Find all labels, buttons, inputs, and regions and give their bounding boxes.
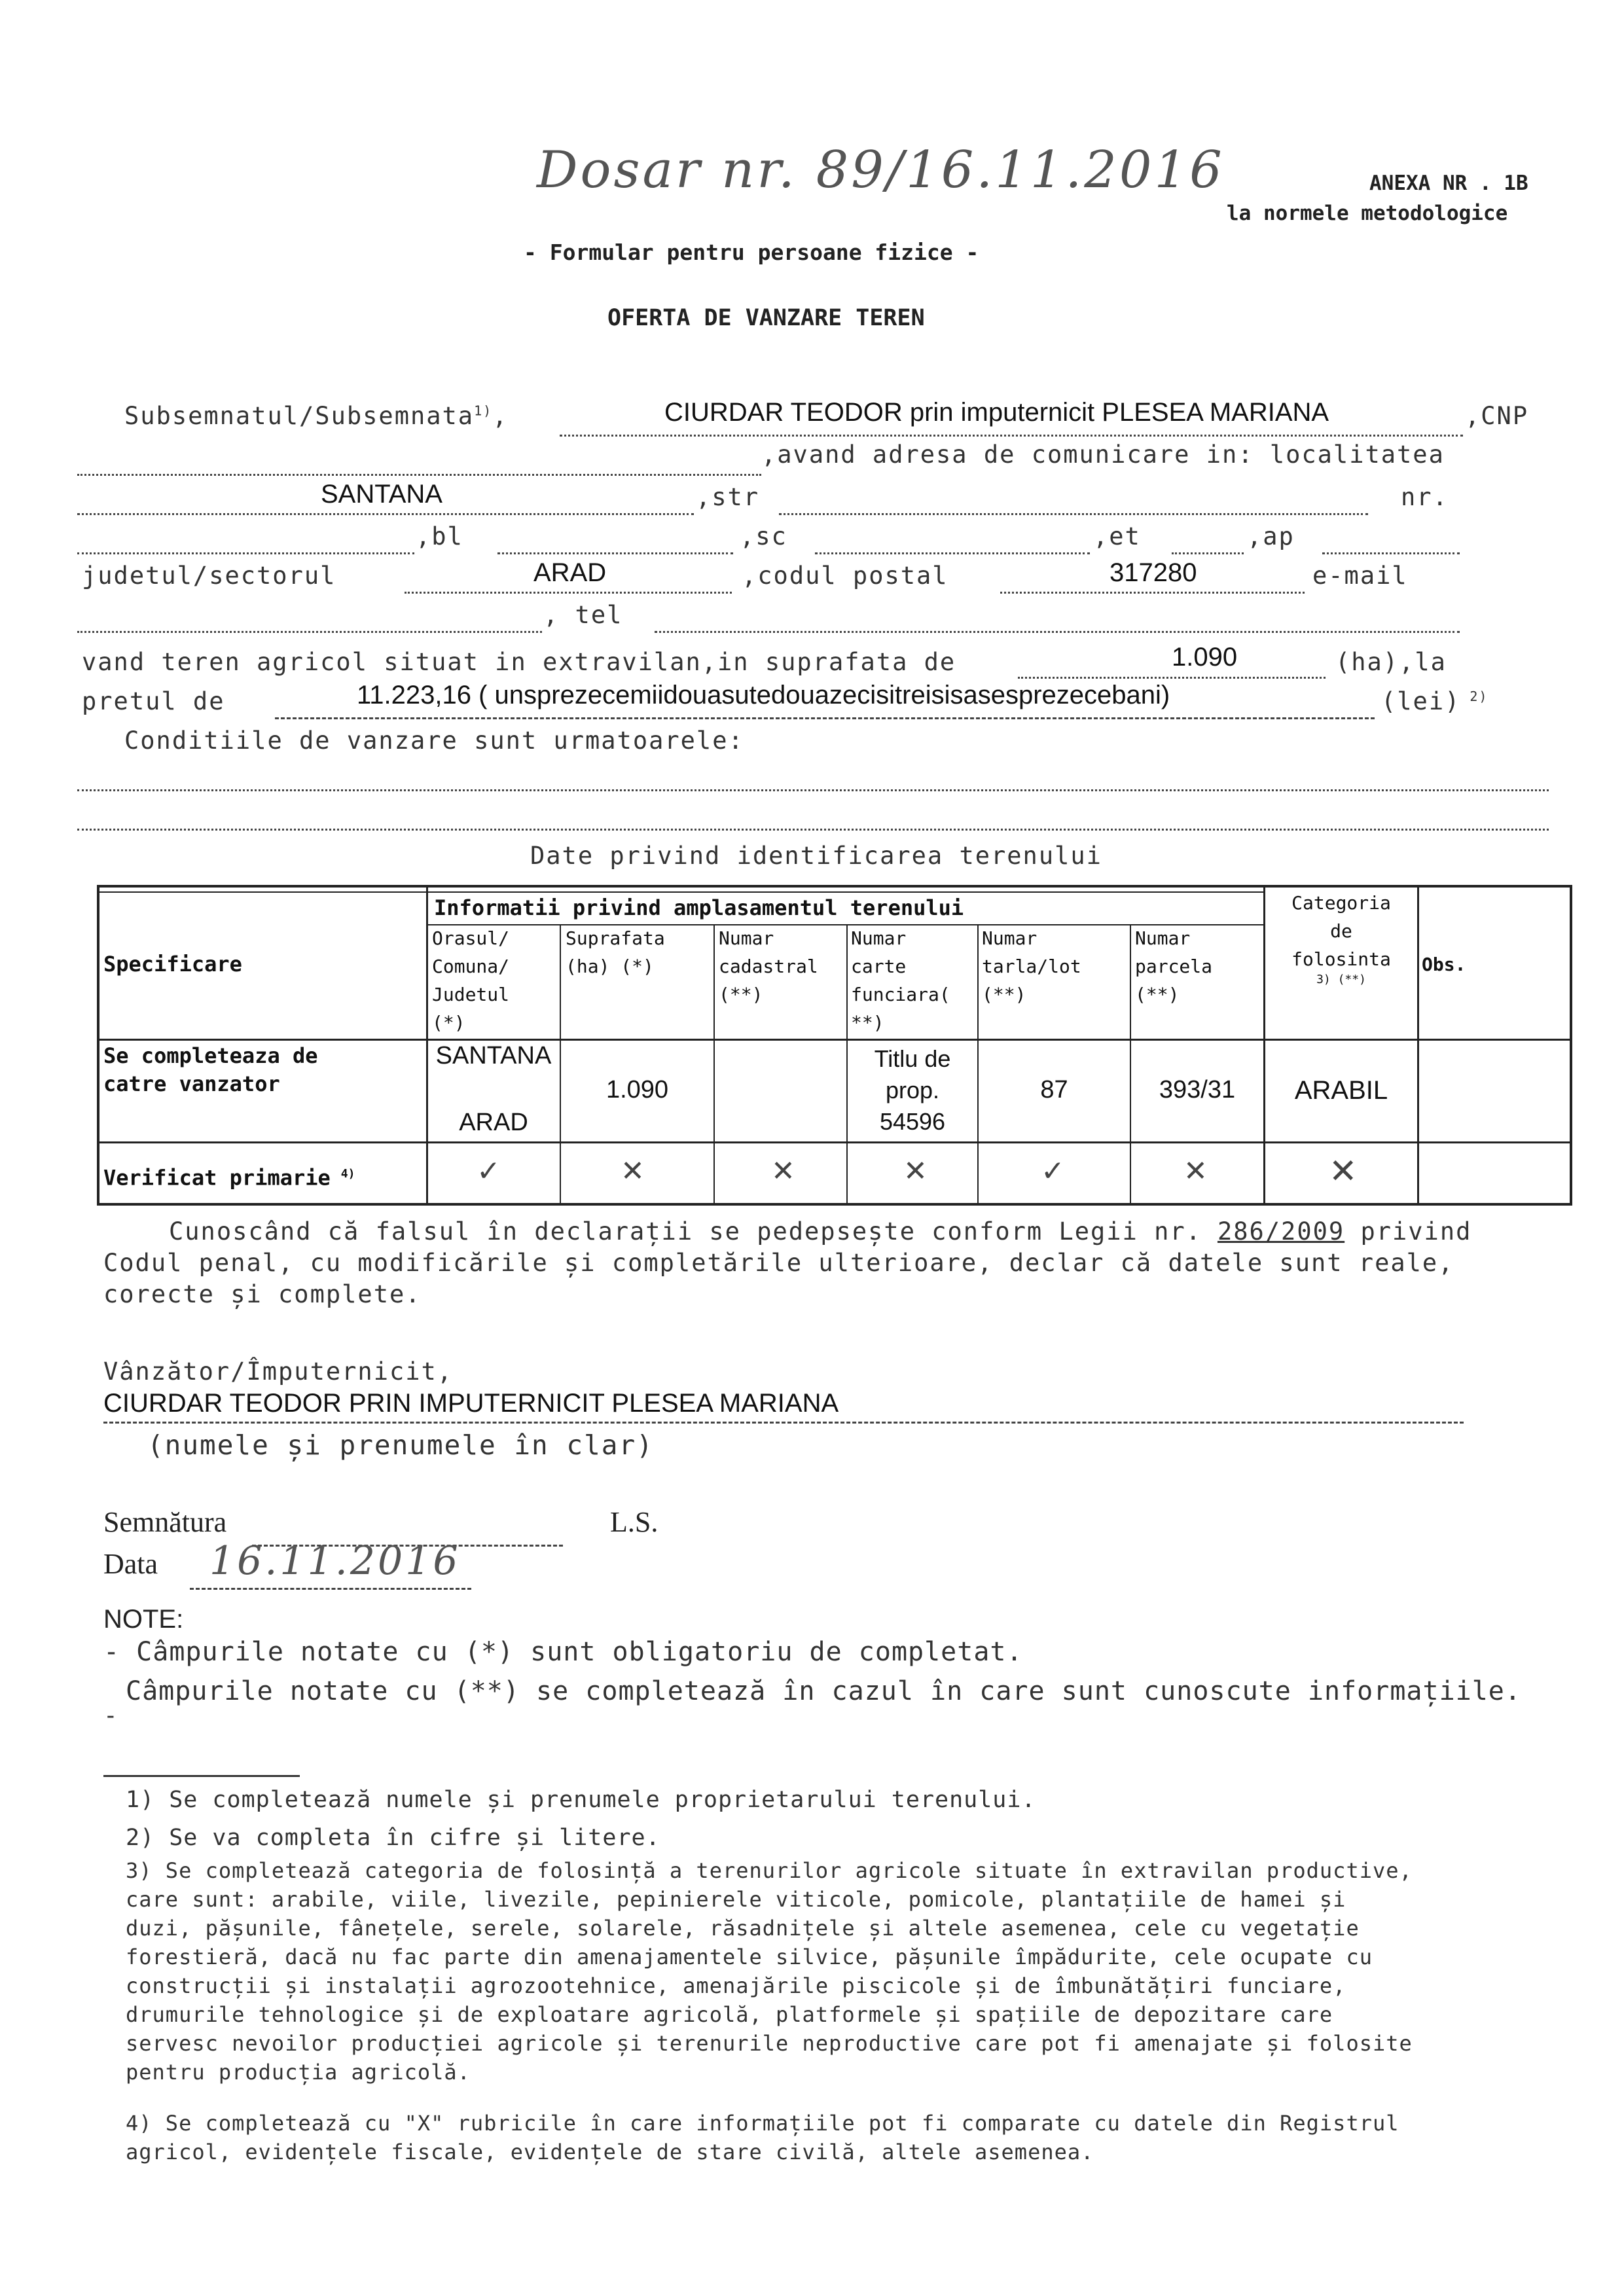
check-mark: ✓ bbox=[1041, 1155, 1065, 1188]
postal-line bbox=[1000, 592, 1305, 594]
x-mark: ✕ bbox=[1183, 1155, 1208, 1188]
header-orasul: Orasul/ Comuna/ Judetul (*) bbox=[432, 927, 510, 1033]
cell-localitate[interactable]: SANTANA bbox=[435, 1042, 552, 1069]
address-label: ,avand adresa de comunicare in: localitatea bbox=[761, 440, 1445, 469]
cell-suprafata[interactable]: 1.090 bbox=[605, 1076, 669, 1103]
footnote-2: 2) Se va completa în cifre și litere. bbox=[126, 1825, 660, 1851]
table-caption: Date privind identificarea terenului bbox=[530, 842, 1102, 870]
date-line bbox=[190, 1588, 471, 1590]
seller-name-underline bbox=[103, 1422, 1464, 1424]
row-vanzator-label: Se completeaza de catre vanzator bbox=[103, 1043, 318, 1096]
declaration-line-2: Codul penal, cu modificările și completările ulterioare, declar că datele sunt reale, bbox=[103, 1249, 1454, 1277]
header-suprafata: Suprafata (ha) (*) bbox=[566, 927, 665, 977]
conditions-label: Conditiile de vanzare sunt urmatoarele: bbox=[124, 726, 744, 755]
header-carte-funciara: Numar carte funciara( **) bbox=[851, 927, 950, 1033]
header-tarla: Numar tarla/lot (**) bbox=[982, 927, 1081, 1005]
locality-field[interactable]: SANTANA bbox=[321, 480, 442, 509]
tel-line[interactable] bbox=[655, 631, 1460, 633]
cell-tarla[interactable]: 87 bbox=[1040, 1076, 1068, 1103]
price-line bbox=[275, 717, 1375, 719]
data-label: Data bbox=[103, 1548, 158, 1580]
judet-field[interactable]: ARAD bbox=[533, 558, 607, 587]
cell-categoria[interactable]: ARABIL bbox=[1294, 1076, 1388, 1105]
seller-name-line bbox=[560, 435, 1463, 437]
sc-line[interactable] bbox=[815, 552, 1090, 554]
judet-line bbox=[405, 592, 732, 594]
price-field[interactable]: 11.223,16 ( unsprezecemiidouasutedouazecisitreisisasesprezecebani) bbox=[357, 681, 1170, 709]
conditions-line-2[interactable] bbox=[77, 829, 1549, 831]
note-dash: - bbox=[103, 1702, 118, 1729]
surface-line bbox=[1018, 677, 1326, 679]
nr-label: nr. bbox=[1401, 483, 1449, 511]
seller-role-label: Vânzător/Împuternicit, bbox=[103, 1357, 454, 1386]
surface-unit: (ha),la bbox=[1335, 648, 1447, 676]
bl-line[interactable] bbox=[497, 552, 733, 554]
footnote-4: 4) Se completează cu "X" rubricile în care informațiile pot fi comparate cu datele din Registrul agricol, evidențele fiscale, evidențele de stare civilă, altele asemenea. bbox=[126, 2111, 1399, 2164]
notes-title: NOTE: bbox=[103, 1605, 184, 1634]
note-line-1: - Câmpurile notate cu (*) sunt obligatoriu de completat. bbox=[103, 1637, 1023, 1667]
date-field[interactable]: 16.11.2016 bbox=[209, 1538, 461, 1584]
price-label: pretul de bbox=[82, 687, 225, 715]
judet-label: judetul/sectorul bbox=[82, 562, 336, 590]
header-parcela: Numar parcela (**) bbox=[1135, 927, 1213, 1005]
surface-field[interactable]: 1.090 bbox=[1172, 643, 1238, 672]
handwritten-file-note: Dosar nr. 89/16.11.2016 bbox=[537, 141, 1225, 200]
ls-label: L.S. bbox=[610, 1506, 659, 1538]
header-cadastral: Numar cadastral (**) bbox=[719, 927, 818, 1005]
form-subtitle: - Formular pentru persoane fizice - bbox=[524, 240, 979, 265]
cell-carte-funciara[interactable]: Titlu de prop. 54596 bbox=[874, 1045, 951, 1135]
header-specificare: Specificare bbox=[103, 952, 242, 977]
x-mark: ✕ bbox=[1329, 1152, 1358, 1191]
email-line[interactable] bbox=[77, 631, 542, 633]
postal-label: ,codul postal bbox=[742, 562, 948, 590]
seller-name-hint: (numele și prenumele în clar) bbox=[147, 1429, 654, 1461]
subsemnatul-label: Subsemnatul/Subsemnata$^{1)}$, bbox=[124, 402, 509, 430]
cnp-label: ,CNP bbox=[1465, 402, 1529, 430]
x-mark: ✕ bbox=[903, 1155, 928, 1188]
tel-label: , tel bbox=[543, 601, 623, 629]
annex-number: ANEXA NR . 1B bbox=[1369, 171, 1528, 195]
postal-code-field[interactable]: 317280 bbox=[1110, 558, 1197, 587]
note-line-2: Câmpurile notate cu (**) se completează în cazul în care sunt cunoscute informațiile. bbox=[126, 1676, 1521, 1706]
street-line[interactable] bbox=[779, 513, 1368, 515]
cnp-line[interactable] bbox=[77, 474, 761, 476]
surface-label: vand teren agricol situat in extravilan,in suprafata de bbox=[82, 648, 956, 676]
footnote-1: 1) Se completează numele și prenumele proprietarului terenului. bbox=[126, 1787, 1036, 1813]
semnatura-label: Semnătura bbox=[103, 1506, 227, 1538]
price-unit: (lei) $^{2)}$ bbox=[1381, 687, 1489, 715]
locality-line bbox=[77, 513, 694, 515]
seller-name-field[interactable]: CIURDAR TEODOR prin imputernicit PLESEA MARIANA bbox=[664, 398, 1329, 427]
declaration-line-1: Cunoscând că falsul în declarații se pedepsește conform Legii nr. 286/2009 privind bbox=[169, 1217, 1472, 1246]
email-label: e-mail bbox=[1312, 562, 1408, 590]
x-mark: ✕ bbox=[621, 1155, 645, 1188]
conditions-line-1[interactable] bbox=[77, 789, 1549, 791]
sc-label: ,sc bbox=[740, 522, 787, 550]
header-categoria: Categoria de folosinta 3) (**) bbox=[1291, 892, 1391, 986]
page-title: OFERTA DE VANZARE TEREN bbox=[607, 305, 925, 331]
cell-parcela[interactable]: 393/31 bbox=[1159, 1076, 1236, 1103]
row-primarie-label: Verificat primarie $^{4)}$ bbox=[103, 1165, 355, 1191]
header-obs: Obs. bbox=[1422, 954, 1466, 975]
land-identification-table bbox=[97, 885, 1572, 1206]
str-label: ,str bbox=[696, 483, 760, 511]
header-group-location: Informatii privind amplasamentul terenului bbox=[434, 895, 964, 920]
check-mark: ✓ bbox=[477, 1155, 501, 1188]
annex-subtitle: la normele metodologice bbox=[1227, 202, 1508, 225]
et-label: ,et bbox=[1093, 522, 1141, 550]
footnote-separator bbox=[103, 1775, 300, 1777]
et-line[interactable] bbox=[1172, 552, 1244, 554]
seller-full-name[interactable]: CIURDAR TEODOR PRIN IMPUTERNICIT PLESEA MARIANA bbox=[103, 1389, 839, 1418]
bl-label: ,bl bbox=[416, 522, 463, 550]
ap-label: ,ap bbox=[1247, 522, 1295, 550]
x-mark: ✕ bbox=[771, 1155, 795, 1188]
cell-judet[interactable]: ARAD bbox=[459, 1109, 528, 1136]
number-line[interactable] bbox=[77, 552, 414, 554]
footnote-3: 3) Se completează categoria de folosință a terenurilor agricole situate în extravilan productive, care sunt: arabile, viile, livezile, pepinierele viticole, pomicole, plantațiile de hamei și duzi, pășunile, fânețele, serele, solarele, răsadnițele și altele asemenea, cele cu vegetație forestieră, dacă nu fac parte din amenajamentele silvice, pășunile împădurite, cele ocupate cu construcții și instalații agrozootehnice, amenajările piscicole și de îmbunătățiri funciare, drumurile tehnologice și de exploatare agricolă, platformele și spațiile de depozitare care servesc nevoilor producției agricole și terenurile neproductive care pot fi amenajate și folosite pentru producția agricolă. bbox=[126, 1858, 1413, 2085]
ap-line[interactable] bbox=[1322, 552, 1460, 554]
declaration-line-3: corecte și complete. bbox=[103, 1280, 422, 1308]
